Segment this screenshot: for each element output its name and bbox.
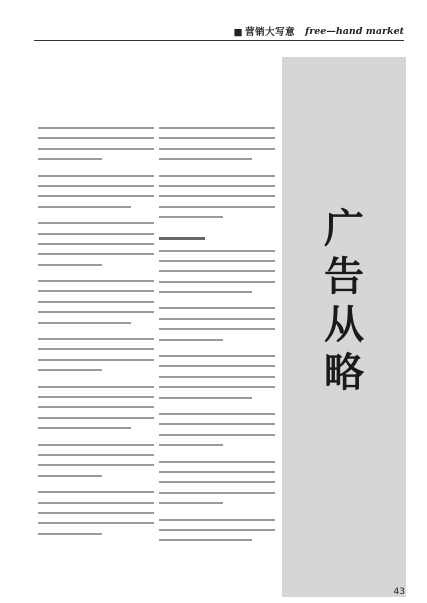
side-panel-title [282,205,406,397]
body-column-middle [159,127,275,550]
header-rule [34,40,404,41]
title-char: 告 [324,253,364,300]
section-title-en: free—hand market [305,25,404,37]
page-header [34,22,404,40]
body-column-left [38,127,154,543]
title-char: 从 [324,301,364,348]
title-char: 广 [324,205,364,252]
page-number: 43 [393,587,405,597]
section-title-cn: ■ 营销大写意 [234,24,296,38]
title-char: 略 [324,349,364,396]
heading-stub [159,237,205,240]
